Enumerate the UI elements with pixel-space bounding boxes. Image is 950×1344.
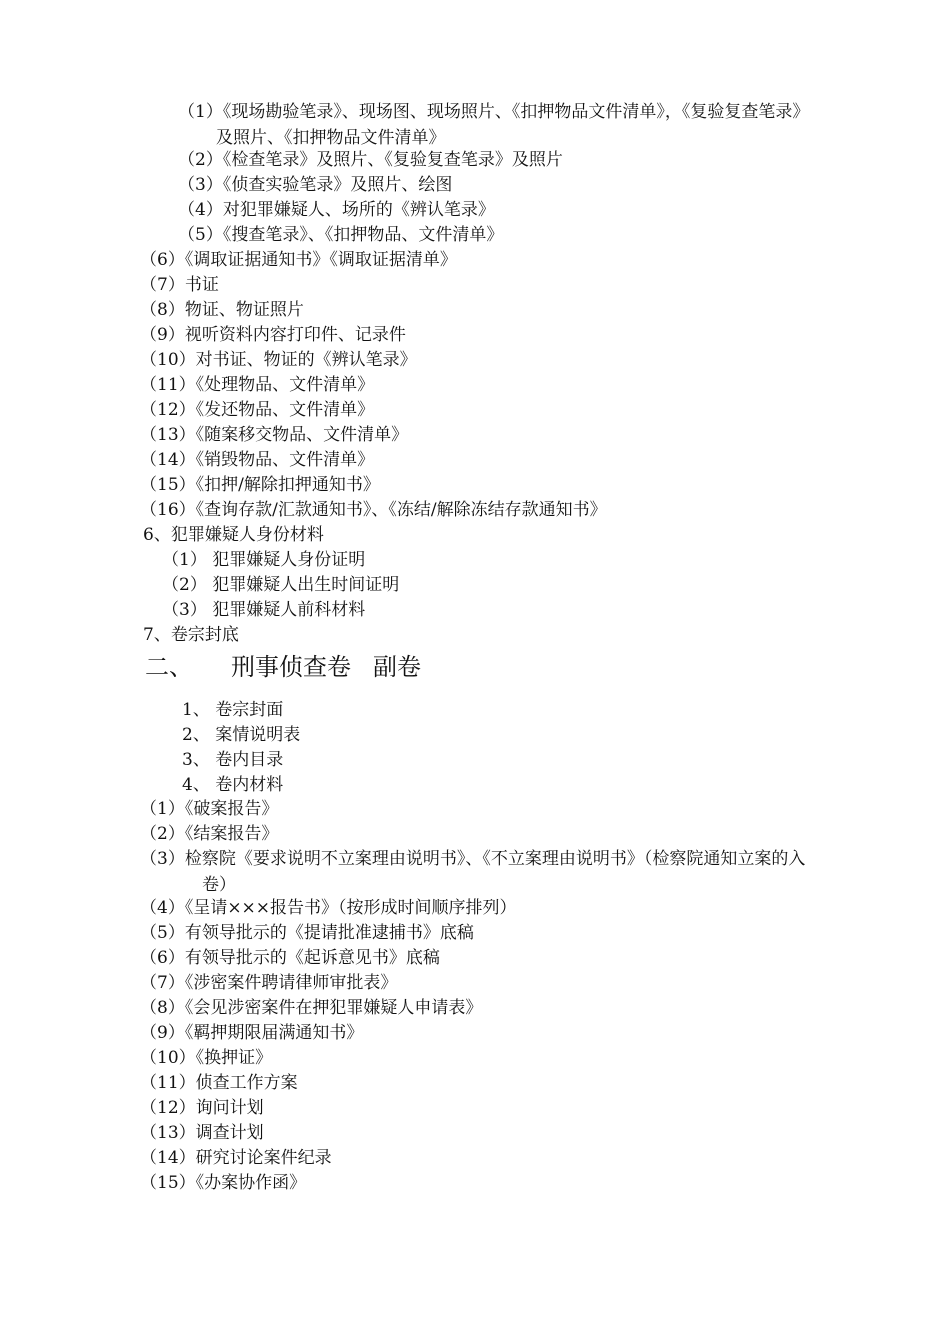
list-item: （13）调查计划 <box>140 1123 264 1143</box>
list-item: （13）《随案移交物品、文件清单》 <box>140 425 409 445</box>
list-item: （14）研究讨论案件纪录 <box>140 1148 332 1168</box>
list-item: （11）《处理物品、文件清单》 <box>140 375 375 395</box>
list-item: （15）《扣押/解除扣押通知书》 <box>140 475 380 495</box>
list-item: （6）《调取证据通知书》《调取证据清单》 <box>140 250 457 270</box>
list-item: （5）《搜查笔录》、《扣押物品、文件清单》 <box>178 225 504 245</box>
list-item: （1） 犯罪嫌疑人身份证明 <box>162 550 366 570</box>
list-item: （14）《销毁物品、文件清单》 <box>140 450 375 470</box>
list-item: （7）《涉密案件聘请律师审批表》 <box>140 973 398 993</box>
list-item: （1）《破案报告》 <box>140 799 279 819</box>
list-item: （4）对犯罪嫌疑人、场所的《辨认笔录》 <box>178 200 495 220</box>
list-item: （3） 犯罪嫌疑人前科材料 <box>162 600 366 620</box>
list-item: （8）物证、物证照片 <box>140 300 304 320</box>
list-item: （7）书证 <box>140 275 219 295</box>
list-item: 3、 卷内目录 <box>182 750 284 770</box>
list-item: （1）《现场勘验笔录》、现场图、现场照片、《扣押物品文件清单》，《复验复查笔录》及照片、《扣押物品文件清单》 <box>178 102 810 148</box>
list-item: （9）《羁押期限届满通知书》 <box>140 1023 364 1043</box>
list-item: （2）《结案报告》 <box>140 824 279 844</box>
item-6-title: 6、犯罪嫌疑人身份材料 <box>143 525 324 545</box>
item-7-title: 7、卷宗封底 <box>143 625 239 645</box>
list-item: （11）侦查工作方案 <box>140 1073 298 1093</box>
list-item: （10）《换押证》 <box>140 1048 273 1068</box>
list-item: （8）《会见涉密案件在押犯罪嫌疑人申请表》 <box>140 998 483 1018</box>
list-item: （9）视听资料内容打印件、记录件 <box>140 325 406 345</box>
list-item: （6）有领导批示的《起诉意见书》底稿 <box>140 948 440 968</box>
list-item: （5）有领导批示的《提请批准逮捕书》底稿 <box>140 923 474 943</box>
list-item: （10）对书证、物证的《辨认笔录》 <box>140 350 417 370</box>
list-item: （2） 犯罪嫌疑人出生时间证明 <box>162 575 400 595</box>
section-2-number: 二、 <box>145 653 193 681</box>
list-item: （4）《呈请×××报告书》（按形成时间顺序排列） <box>140 898 517 918</box>
list-item: （3）《侦查实验笔录》及照片、绘图 <box>178 175 453 195</box>
list-item: （3）检察院《要求说明不立案理由说明书》、《不立案理由说明书》（检察院通知立案的入卷） <box>140 849 806 895</box>
list-item: （15）《办案协作函》 <box>140 1173 307 1193</box>
list-item: （2）《检查笔录》及照片、《复验复查笔录》及照片 <box>178 150 563 170</box>
list-item: 4、 卷内材料 <box>182 775 284 795</box>
list-item: （12）询问计划 <box>140 1098 264 1118</box>
section-2-subtitle: 副卷 <box>373 653 421 681</box>
list-item: 2、 案情说明表 <box>182 725 301 745</box>
list-item: （12）《发还物品、文件清单》 <box>140 400 375 420</box>
section-2-title: 刑事侦查卷 <box>231 653 351 681</box>
list-item: （16）《查询存款/汇款通知书》、《冻结/解除冻结存款通知书》 <box>140 500 607 520</box>
section-2-heading <box>145 652 421 682</box>
list-item: 1、 卷宗封面 <box>182 700 284 720</box>
